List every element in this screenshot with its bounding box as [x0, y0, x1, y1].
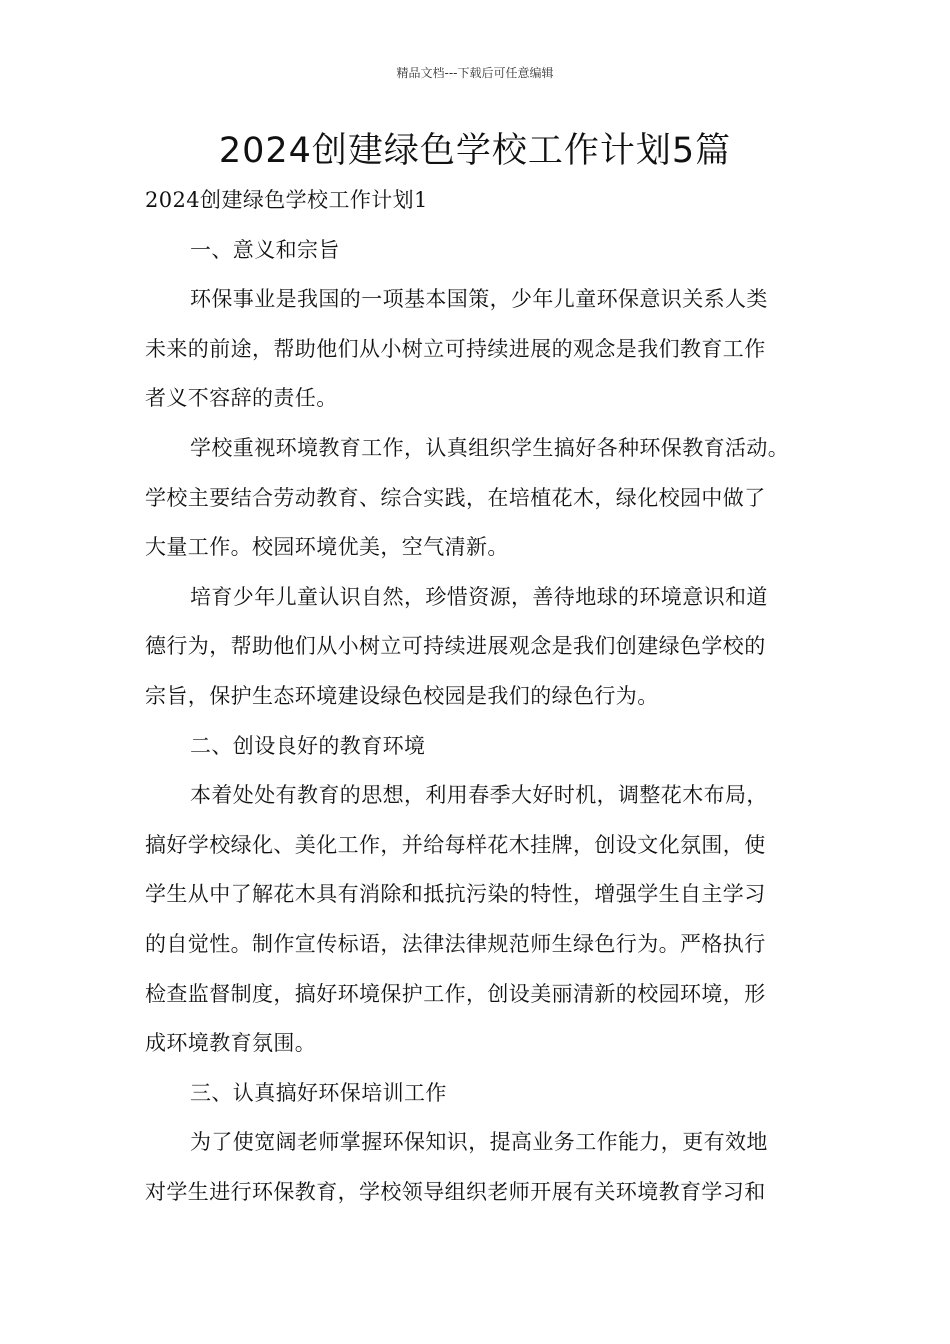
text-line: 学校重视环境教育工作，认真组织学生搞好各种环保教育活动。: [190, 435, 790, 460]
text-line: 环保事业是我国的一项基本国策，少年儿童环保意识关系人类: [190, 287, 768, 312]
header-note: 精品文档---下载后可任意编辑: [396, 66, 554, 80]
text-line: 者义不容辞的责任。: [145, 386, 338, 411]
section-heading: 三、认真搞好环保培训工作: [190, 1080, 447, 1105]
text-line: 的自觉性。制作宣传标语，法律法律规范师生绿色行为。严格执行: [145, 931, 766, 956]
section-heading: 一、意义和宗旨: [190, 237, 340, 262]
text-line: 德行为，帮助他们从小树立可持续进展观念是我们创建绿色学校的: [145, 634, 766, 659]
text-line: 为了使宽阔老师掌握环保知识，提高业务工作能力，更有效地: [190, 1130, 768, 1155]
text-line: 本着处处有教育的思想，利用春季大好时机，调整花木布局，: [190, 783, 768, 808]
text-line: 学校主要结合劳动教育、综合实践，在培植花木，绿化校园中做了: [145, 485, 766, 510]
text-line: 成环境教育氛围。: [145, 1031, 317, 1056]
text-line: 2024创建绿色学校工作计划1: [145, 188, 428, 212]
text-line: 大量工作。校园环境优美，空气清新。: [145, 535, 509, 560]
text-line: 搞好学校绿化、美化工作，并给每样花木挂牌，创设文化氛围，使: [145, 832, 766, 857]
document-body: [145, 176, 815, 1217]
section-heading: 二、创设良好的教育环境: [190, 733, 426, 758]
text-line: 培育少年儿童认识自然，珍惜资源，善待地球的环境意识和道: [190, 584, 768, 609]
text-line: 检查监督制度，搞好环境保护工作，创设美丽清新的校园环境，形: [145, 981, 766, 1006]
text-line: 学生从中了解花木具有消除和抵抗污染的特性，增强学生自主学习: [145, 882, 766, 907]
text-line: 未来的前途，帮助他们从小树立可持续进展的观念是我们教育工作: [145, 336, 766, 361]
document-title: 2024创建绿色学校工作计划5篇: [218, 131, 732, 171]
text-line: 宗旨，保护生态环境建设绿色校园是我们的绿色行为。: [145, 683, 659, 708]
text-line: 对学生进行环保教育，学校领导组织老师开展有关环境教育学习和: [145, 1179, 766, 1204]
